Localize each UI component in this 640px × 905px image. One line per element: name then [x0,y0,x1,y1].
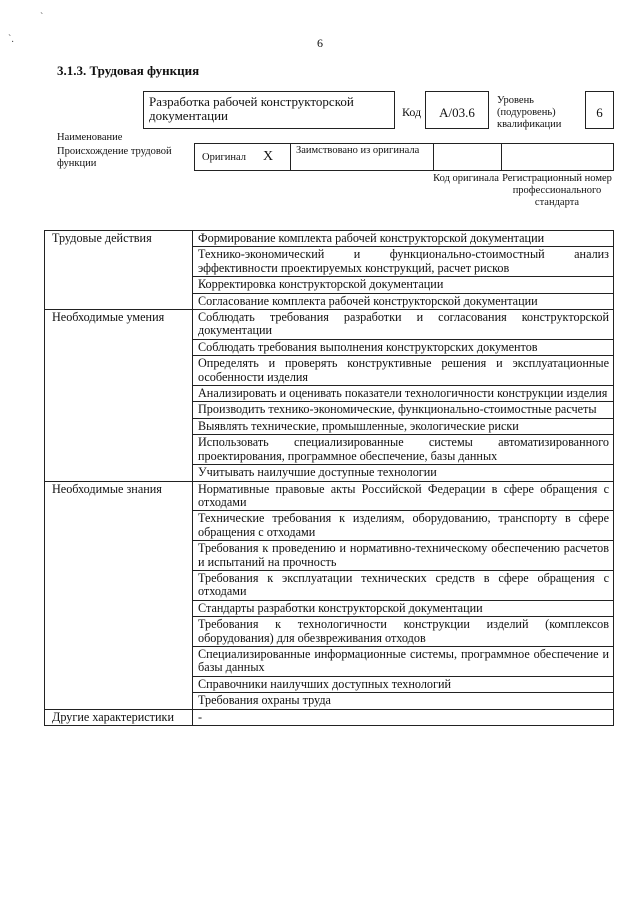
table-cell: Определять и проверять конструктивные решения и эксплуатационные особенности изделия [193,356,614,386]
table-row [45,709,614,725]
table-cell: Требования охраны труда [193,693,614,709]
row-label: Необходимые умения [45,310,193,481]
level-label: Уровень (подуровень) квалификации [497,95,562,130]
table-cell: Согласование комплекта рабочей конструкторской документации [193,293,614,309]
code-label: Код [402,105,422,119]
table-cell: Выявлять технические, промышленные, экологические риски [193,418,614,434]
row-label: Необходимые знания [45,481,193,709]
origin-row [194,143,614,171]
table-cell: Использовать специализированные системы автоматизированного проектирования, программное обеспечение, базы данных [193,435,614,465]
row-label: Трудовые действия [45,231,193,310]
table-cell: Корректировка конструкторской документации [193,277,614,293]
row-label: Другие характеристики [45,709,193,725]
table-cell: Требования к эксплуатации технических средств в сфере обращения с отходами [193,570,614,600]
table-cell: Соблюдать требования разработки и согласования конструкторской документации [193,310,614,340]
table-cell: Специализированные информационные системы, программное обеспечение и базы данных [193,646,614,676]
table-row [45,481,614,511]
table-cell: Требования к проведению и нормативно-техническому обеспечению расчетов и испытаний на прочность [193,541,614,571]
page-number: 6 [317,36,323,50]
table-cell: Требования к технологичности конструкции изделий (комплексов оборудования) для обезвреживания отходов [193,617,614,647]
table-cell: Анализировать и оценивать показатели технологичности конструкции изделия [193,386,614,402]
section-title: 3.1.3. Трудовая функция [57,63,200,78]
original-label: Оригинал [202,152,246,163]
level-value-box [585,91,614,129]
original-mark: X [263,149,274,164]
table-cell: Технические требования к изделиям, оборудованию, транспорту в сфере обращения с отходами [193,511,614,541]
table-cell: Нормативные правовые акты Российской Федерации в сфере обращения с отходами [193,481,614,511]
table-cell: Производить технико-экономические, функционально-стоимостные расчеты [193,402,614,418]
reg-number-caption: Регистрационный номер профессионального стандарта [502,173,612,208]
table-cell: Формирование комплекта рабочей конструкторской документации [193,231,614,247]
table-cell: Стандарты разработки конструкторской документации [193,600,614,616]
code-value: А/03.6 [439,105,475,120]
table-cell: Соблюдать требования выполнения конструкторских документов [193,339,614,355]
origin-label: Происхождение трудовой функции [57,146,172,169]
code-original-caption: Код оригинала [433,173,499,184]
table-row [45,231,614,247]
name-value-box [143,91,395,129]
borrowed-label: Заимствовано из оригинала [296,145,420,156]
divider [501,144,502,170]
table-cell: Учитывать наилучшие доступные технологии [193,465,614,481]
level-value: 6 [596,105,603,120]
table-cell: Технико-экономический и функционально-стоимостный анализ эффективности проектируемых конструкций, расчет рисков [193,247,614,277]
function-table [44,230,614,726]
table-row [45,310,614,340]
table-cell: - [193,709,614,725]
divider [290,144,291,170]
code-value-box [425,91,489,129]
name-label: Наименование [57,132,123,143]
name-value: Разработка рабочей конструкторской документации [149,94,354,123]
corner-mark-left: `. [8,34,14,45]
divider [433,144,434,170]
table-cell: Справочники наилучших доступных технологий [193,676,614,692]
corner-mark-top: ` [40,12,44,23]
